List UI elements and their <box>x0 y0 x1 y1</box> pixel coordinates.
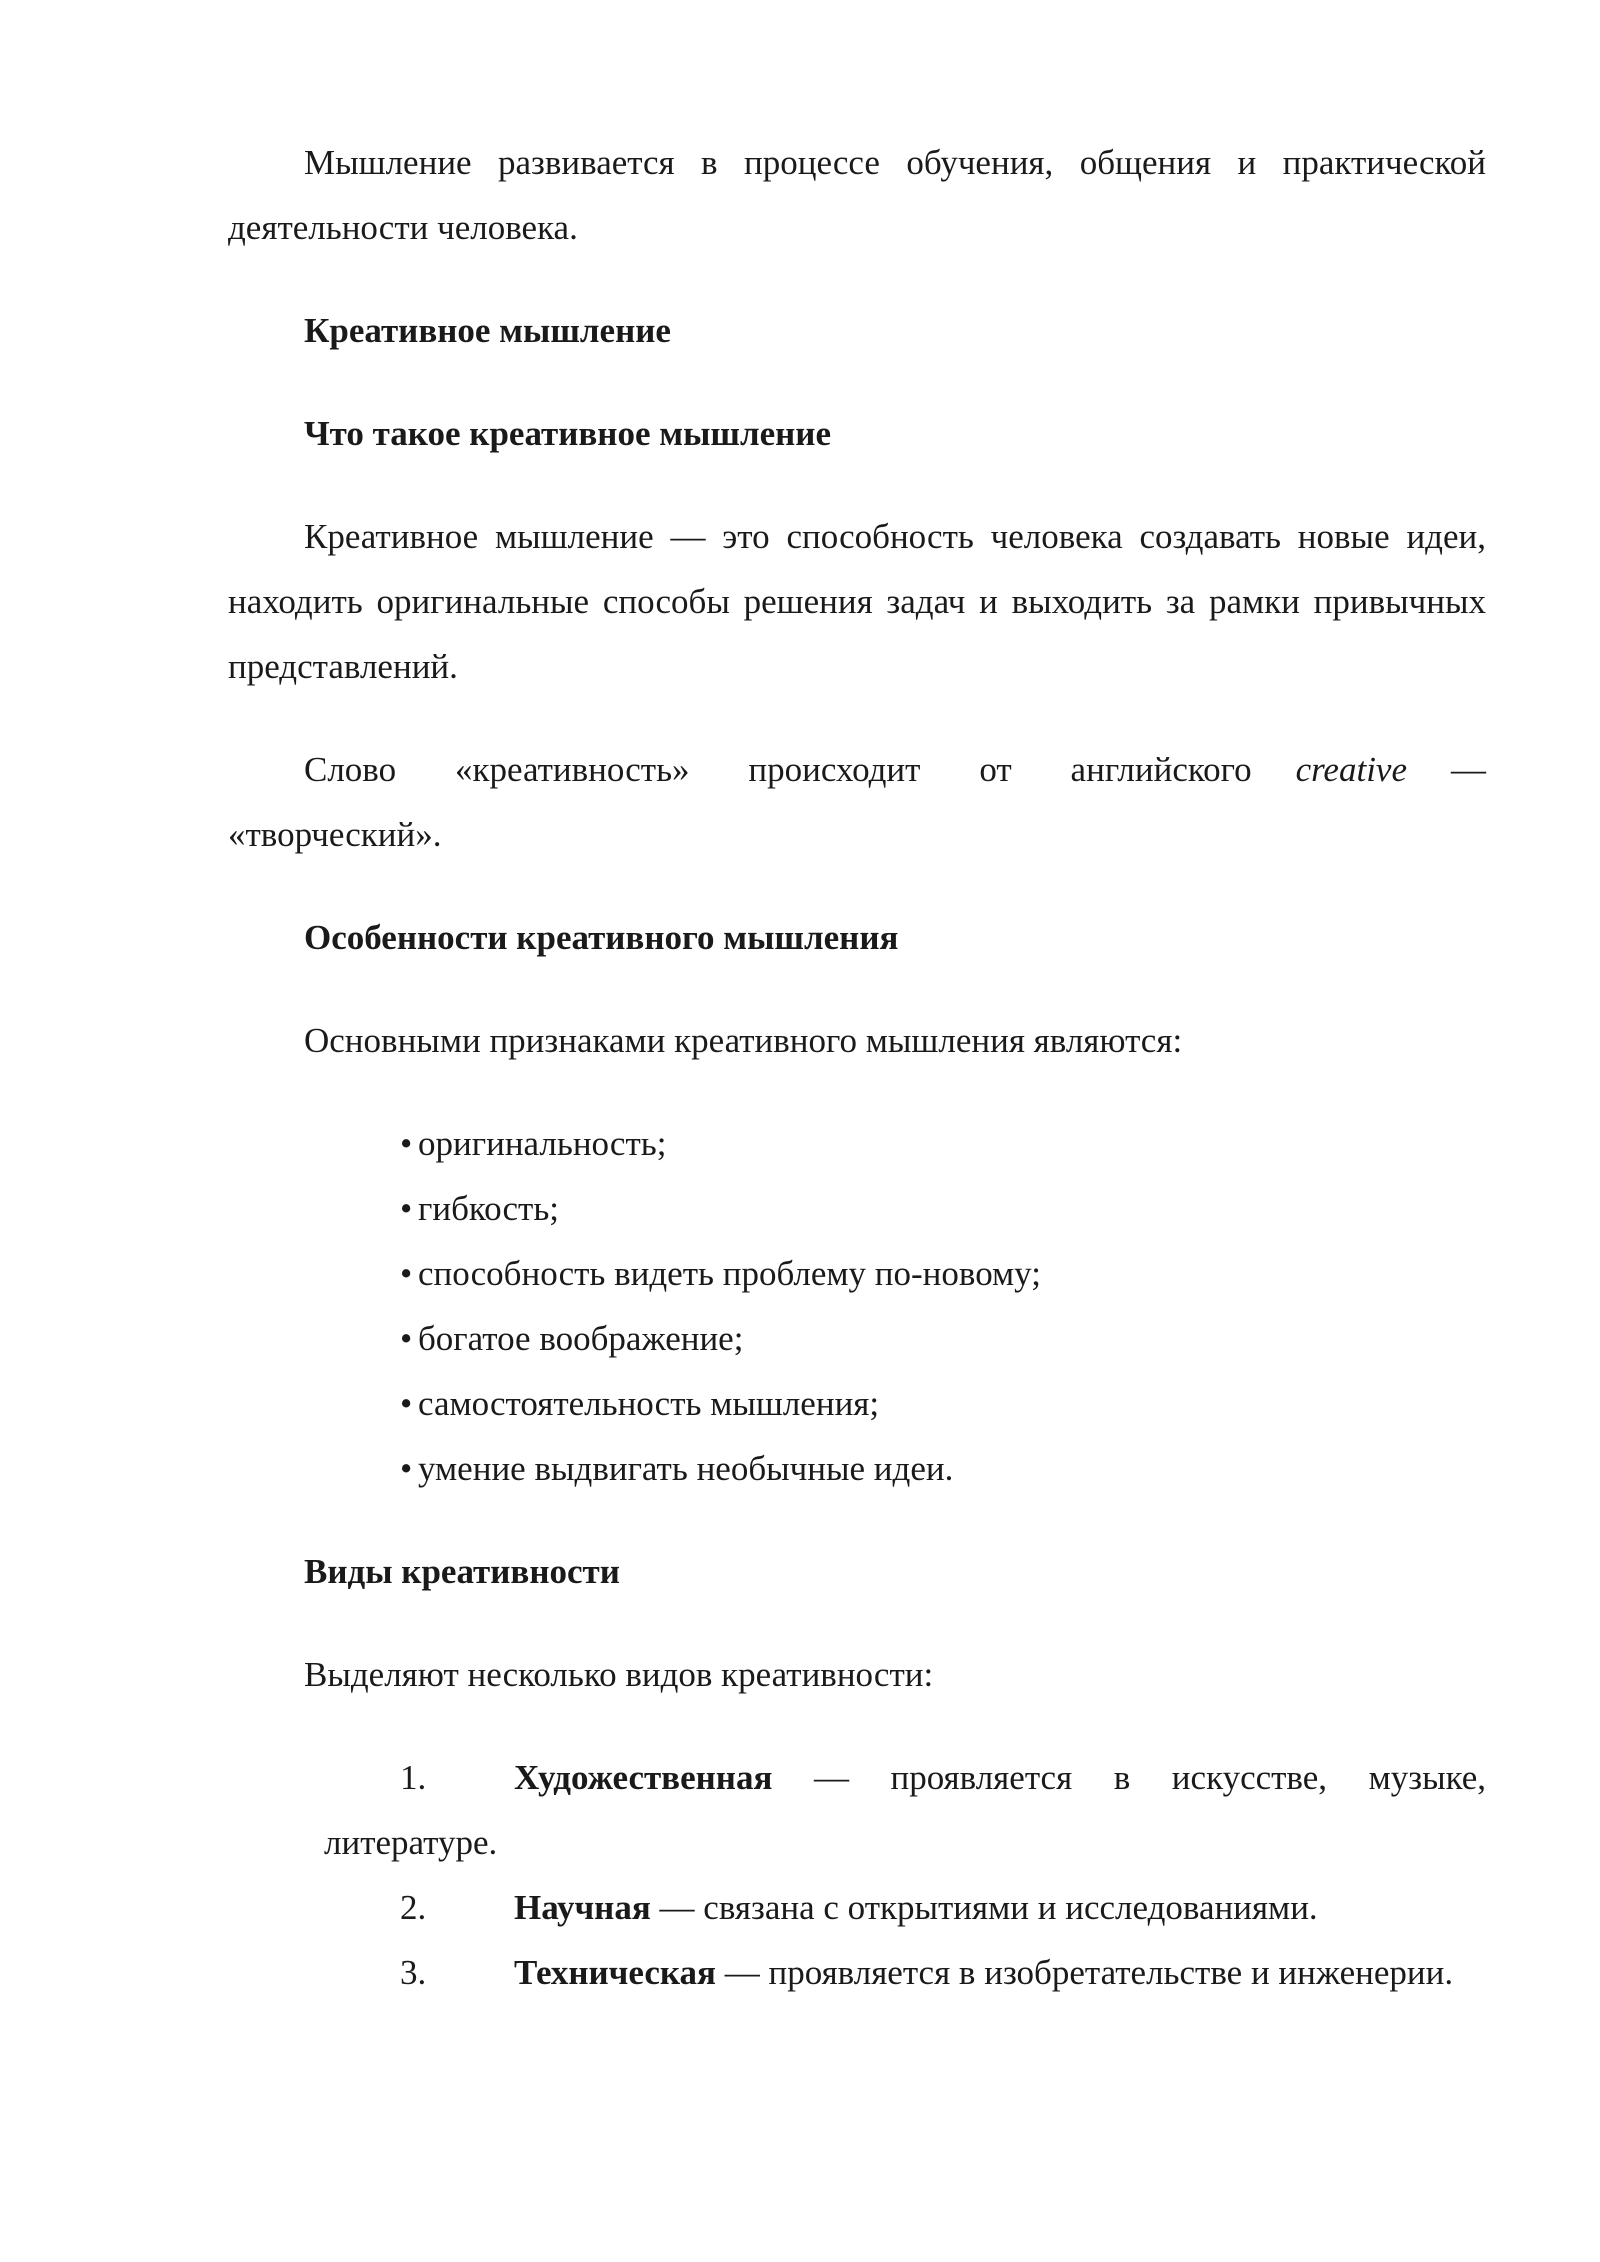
list-number: 3. <box>400 1953 427 1992</box>
list-item <box>324 1745 1486 1875</box>
heading-features: Особенности креативного мышления <box>304 918 899 957</box>
list-item: • гибкость; <box>400 1176 1486 1241</box>
list-number: 1. <box>400 1758 427 1797</box>
list-item: • самостоятельность мышления; <box>400 1371 1486 1436</box>
list-item: • богатое воображение; <box>400 1306 1486 1371</box>
list-item <box>324 1875 1486 1940</box>
list-item <box>324 1940 1486 2005</box>
paragraph-features-intro: Основными признаками креативного мышления являются: <box>304 1021 1183 1060</box>
word-origin-end: «творческий». <box>228 815 442 854</box>
document-page <box>228 130 1486 2005</box>
list-item: • оригинальность; <box>400 1111 1486 1176</box>
word-origin-italic: creative <box>1295 750 1407 789</box>
type-description: — проявляется в искусстве, музыке, литературе. <box>324 1758 1486 1862</box>
type-term: Научная <box>514 1888 651 1927</box>
types-numbered-list <box>228 1745 1486 2005</box>
paragraph-word-origin <box>228 737 1486 867</box>
word-origin-line <box>228 737 1486 802</box>
list-item: • способность видеть проблему по-новому; <box>400 1241 1486 1306</box>
word-origin-dash: — <box>1451 750 1486 789</box>
type-description: — проявляется в изобретательстве и инженерии. <box>716 1953 1454 1992</box>
list-number: 2. <box>400 1888 427 1927</box>
heading-what-is-creative-thinking: Что такое креативное мышление <box>304 414 831 453</box>
paragraph-types-intro: Выделяют несколько видов креативности: <box>304 1655 934 1694</box>
type-term: Техническая <box>514 1953 716 1992</box>
paragraph-creative-definition: Креативное мышление — это способность человека создавать новые идеи, находить оригинальные способы решения задач и выходить за рамки привычных представлений. <box>228 517 1486 686</box>
features-bullet-list <box>228 1111 1486 1501</box>
list-item: • умение выдвигать необычные идеи. <box>400 1436 1486 1501</box>
word-origin-text: Слово «креативность» происходит от английского <box>304 750 1252 789</box>
paragraph-thinking-development: Мышление развивается в процессе обучения, общения и практической деятельности человека. <box>228 143 1486 247</box>
type-description: — связана с открытиями и исследованиями. <box>650 1888 1318 1927</box>
heading-creative-thinking: Креативное мышление <box>304 311 671 350</box>
type-term: Художественная <box>514 1758 773 1797</box>
heading-types: Виды креативности <box>304 1552 620 1591</box>
